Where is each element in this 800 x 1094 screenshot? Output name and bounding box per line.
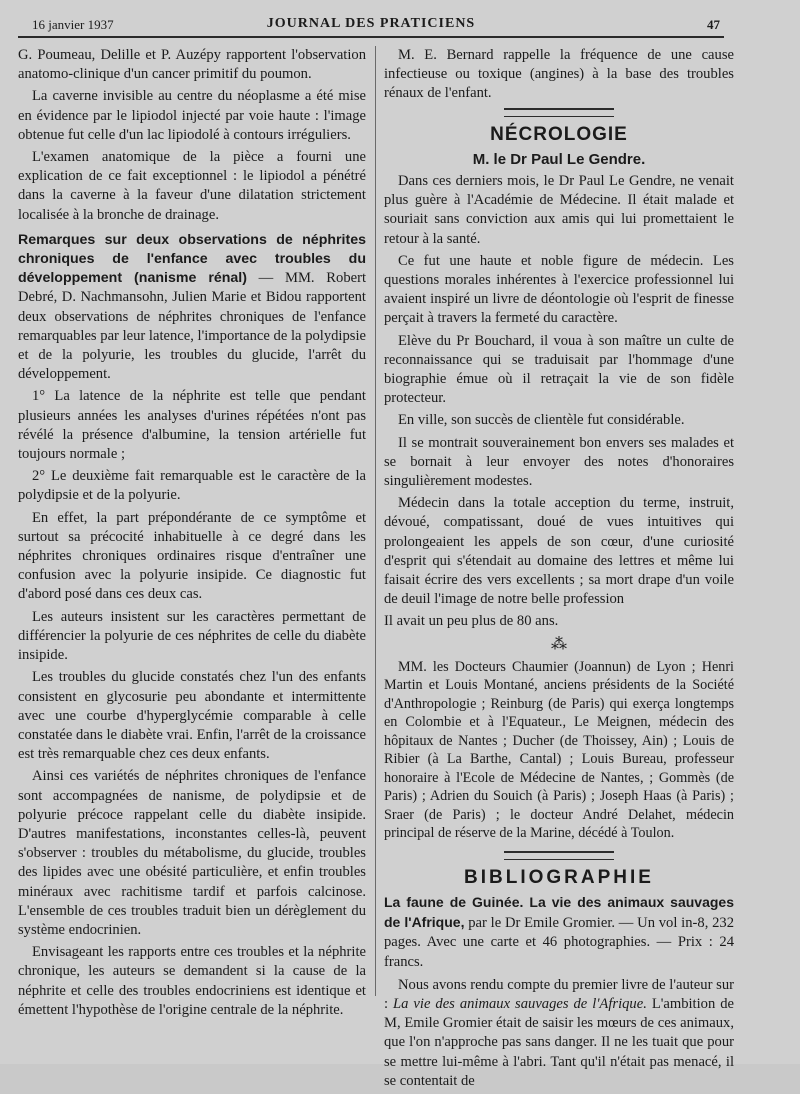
asterism-ornament: ⁂ (551, 635, 567, 653)
page-number: 47 (707, 17, 720, 32)
paragraph: Ce fut une haute et noble figure de médecin. Les questions morales inhérentes à l'exercice professionnel lui avaient inspiré un livre de déontologie où l'esprit de finesse perçait à travers la fermeté du caractère. (384, 252, 734, 327)
bibliography-entry (384, 893, 734, 972)
section-paragraph (18, 231, 366, 385)
paragraph: La caverne invisible au centre du néoplasme a été mise en évidence par le lipiodol injecté par voie haute : l'image obtenue fut celle d'un lac lipiodolé à contours irréguliers. (18, 88, 366, 143)
paragraph (384, 976, 734, 1091)
necrologie-title: NÉCROLOGIE (490, 123, 628, 145)
review-text-rest: L'ambition de M, Emile Gromier était de saisir les mœurs de ces animaux, que l'on n'approche pas sans danger. Il ne les tuait que pour se mettre lui-même à l'abri. Tant qu'il n'était pas menacé, il se contentait de (384, 995, 735, 1089)
book-details: par le Dr Emile Gromier. — Un vol in-8, 232 pages. Avec une carte et 46 photographies. — Prix : 24 francs. (384, 915, 734, 970)
paragraph: Dans ces derniers mois, le Dr Paul Le Gendre, ne venait plus guère à l'Académie de Médecine. Il était malade et souriait sans conviction aux amis qui lui promettaient le retour à la santé. (384, 173, 734, 247)
paragraph: 1° La latence de la néphrite est telle que pendant plusieurs années les analyses d'urines répétées n'ont pas révélé la présence d'albumine, la tension artérielle fut toujours normale ; (18, 388, 366, 463)
paragraph: Il avait un peu plus de 80 ans. (384, 613, 559, 630)
decorative-rule (504, 851, 614, 860)
paragraph: Elève du Pr Bouchard, il voua à son maître un culte de reconnaissance qui se traduisait par l'hommage d'une biographie émue où il retraçait la vie de son fidèle protecteur. (384, 332, 734, 407)
review-cited-title: La vie des animaux sauvages de l'Afrique. (393, 995, 647, 1012)
header-date: 16 janvier 1937 (32, 17, 114, 32)
paragraph: Ainsi ces variétés de néphrites chroniques de l'enfance sont accompagnées de nanisme, de polydipsie et de polyurie précoce rappelant celle du diabète insipide. D'autres manifestations, inconstantes celles-là, peuvent s'observer : troubles du métabolisme, du glucide, troubles des lipides avec une obésité particulière, et enfin troubles minéraux avec rachitisme tardif et parfois calcinose. L'ensemble de ces troubles traduit bien un dérèglement du système endocrinien. (18, 768, 366, 938)
paragraph: Les troubles du glucide constatés chez l'un des enfants consistent en glycosurie peu abondante et intermittente avec une courbe d'hyperglycémie comparable à celle constatée dans le diabète vrai. Enfin, l'arrêt de la croissance est très remarquable chez ces deux enfants. (18, 669, 366, 763)
page-header (18, 12, 724, 38)
obituaries-list: MM. les Docteurs Chaumier (Joannun) de Lyon ; Henri Martin et Louis Montané, anciens présidents de la Société d'Anthropologie ; Reinburg (de Paris) qui exerça longtemps en Colombie et à l'Equateur., Le Meignen, médecin des hôpitaux de Nantes ; Ducher (de Thoissey, Ain) ; Louis de Ribier (à La Barthe, Cantal) ; Louis Bureau, professeur honoraire à l'Ecole de Médecine de Nantes, ; Gommès (de Paris) ; Adrien du Souich (à Paris) ; Joseph Haas (à Paris) ; Sraer (de Paris) ; le docteur André Delahet, médecin principal de réserve de la Marine, décédé à Toulon. (384, 658, 734, 842)
paragraph: En ville, son succès de clientèle fut considérable. (398, 412, 685, 429)
decorative-rule (504, 108, 614, 117)
left-column (18, 46, 366, 1023)
paragraph: En effet, la part prépondérante de ce symptôme et surtout sa précocité inhabituelle à ce degré dans les néphrites chroniques ordinaires risque d'entraîner une confusion avec la polyurie insipide. Ce diagnostic fut d'abord posé dans ces deux cas. (18, 509, 366, 603)
column-divider (375, 46, 376, 996)
paragraph: 2° Le deuxième fait remarquable est le caractère de la polydipsie et de la polyurie. (18, 468, 366, 504)
section-heading: Remarques sur deux observations de néphrites chroniques de l'enfance avec troubles du développement (nanisme rénal) (18, 231, 366, 287)
right-column (384, 46, 734, 1094)
section-authors: — MM. Robert Debré, D. Nachmansohn, Julien Marie et Bidou rapportent deux observations de néphrites chroniques de l'enfance remarquables par leur latence, l'importance de la polydipsie et de la polyurie, les troubles du glucide, l'arrêt du développement. (18, 270, 367, 383)
paragraph: Envisageant les rapports entre ces troubles et la néphrite chronique, les auteurs se demandent si la cause de la néphrite et celle des troubles endocriniens est identique et émettent l'hypothèse de l'origine centrale de la néphrite. (18, 944, 366, 1018)
review-text-start: Nous avons rendu compte du premier livre de l'auteur sur : (384, 976, 734, 1012)
paragraph: Il se montrait souverainement bon envers ses malades et se bornait à leur envoyer des notes d'honoraires singulièrement modestes. (384, 434, 734, 490)
paragraph: G. Poumeau, Delille et P. Auzépy rapportent l'observation anatomo-clinique d'un cancer primitif du poumon. (18, 47, 366, 83)
necrologie-subtitle: M. le Dr Paul Le Gendre. (472, 150, 646, 168)
bibliographie-title: BIBLIOGRAPHIE (464, 866, 654, 888)
paragraph: L'examen anatomique de la pièce a fourni une explication de ce fait exceptionnel : le lipiodol a pénétré dans la caverne à la faveur d'une dilatation strictement localisée à la bronche de drainage. (18, 149, 366, 223)
paragraph: M. E. Bernard rappelle la fréquence de une cause infectieuse ou toxique (angines) à la base des troubles rénaux de l'enfant. (384, 47, 734, 102)
paragraph: Médecin dans la totale acception du terme, instruit, dévoué, compatissant, doué de vues intuitives qui prolongeaient les appels de son cœur, d'une curiosité d'esprit qui s'étendait au domaine des lettres et même lui faisait écrire des vers excellents ; sa mort drape d'un voile de deuil l'image de notre belle profession (384, 495, 734, 608)
journal-title: JOURNAL DES PRATICIENS (266, 16, 476, 31)
book-title: La faune de Guinée. La vie des animaux sauvages de l'Afrique, (384, 893, 734, 931)
paragraph: Les auteurs insistent sur les caractères permettant de différencier la polyurie de ces néphrites de celle du diabète insipide. (18, 608, 366, 664)
